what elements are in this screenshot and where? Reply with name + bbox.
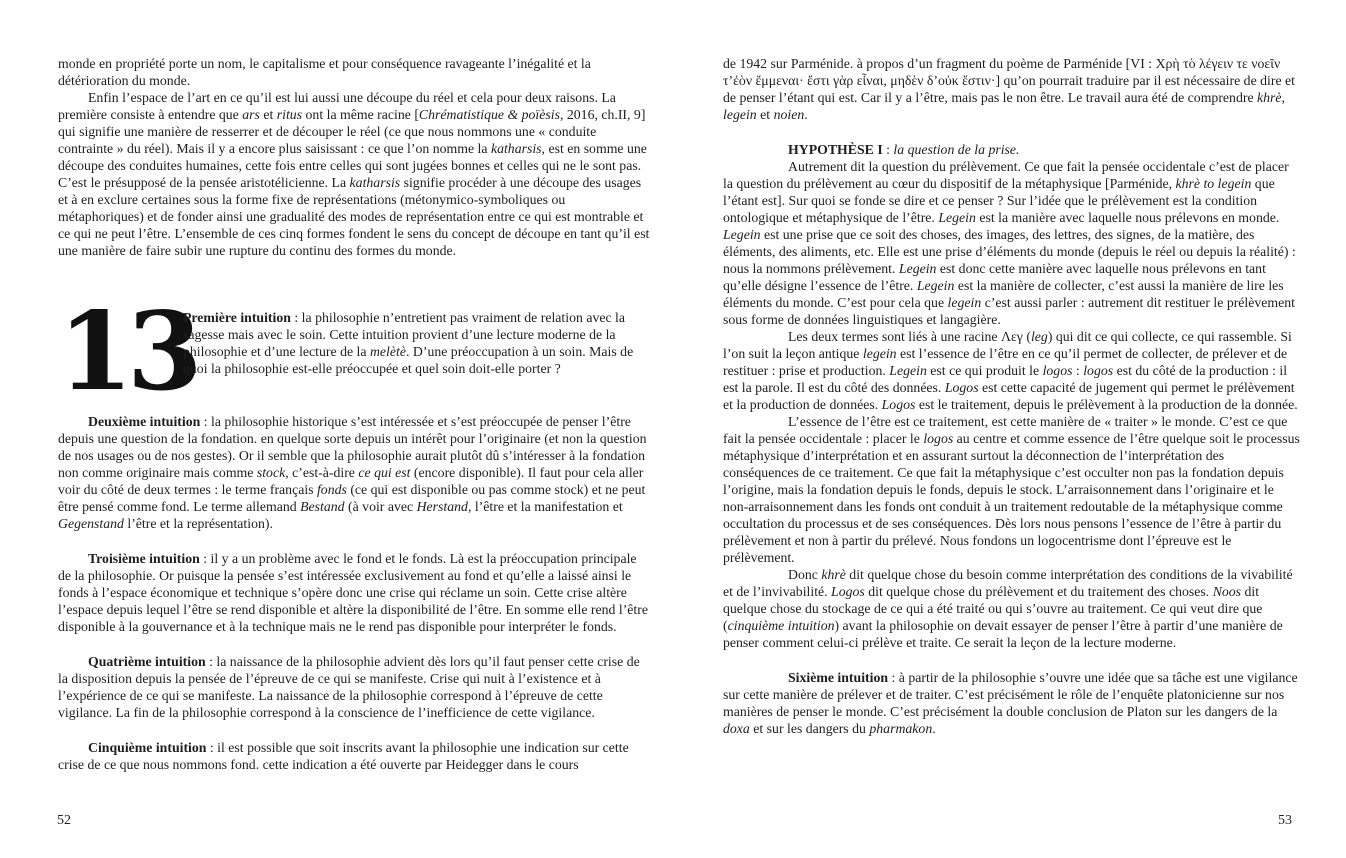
paragraph-sixieme-intuition: Sixième intuition : à partir de la philosophie s’ouvre une idée que sa tâche est une vigilance sur cette manière de prélever et de traiter. C’est précisément le rôle de l’enquête platonicienne sur nos manières de penser le monde. C’est précisément la double conclusion de Platon sur les dangers de la doxa et sur les dangers du pharmakon. bbox=[723, 670, 1298, 736]
paragraph-quatrieme-intuition: Quatrième intuition : la naissance de la philosophie advient dès lors qu’il faut penser cette crise de la disposition depuis la pensée de l’épreuve de ce qui se manifeste. Crise qui nuit à l’existence et à l’expérience de ce qui se manifeste. La naissance de la philosophie correspond à l’épreuve de cette vigilance. La fin de la philosophie correspond à la conscience de l’inefficience de cette vigilance. bbox=[58, 654, 640, 720]
paragraph-parmenide-fragment: de 1942 sur Parménide. à propos d’un fragment du poème de Parménide [VI : Χρὴ τὸ λέγειν τε νοεῖν τ’ἐὸν ἔμμεναι· ἔστι γὰρ εἶναι, μηδὲν δ’οὐκ ἔστιν·] qu’on pourrait traduire par il est nécessaire de dire et de penser l’étant qui est. Car il y a l’être, mais pas le non être. Le travail aura été de comprendre khrè, legein et noien. bbox=[723, 56, 1296, 122]
paragraph-espace-de-l-art: Enfin l’espace de l’art en ce qu’il est lui aussi une découpe du réel et cela pour deux raisons. La première consiste à entendre que ars et ritus ont la même racine [Chrématistique & poïèsis, 2016, ch.II, 9] qui signifie une manière de resserrer et de découper le réel (ce que nous nommons une « conduite contrainte » du réel). Mais il y a encore plus saisissant : ce que l’on nomme la katharsis, est en somme une découpe des conduites humaines, cette fois entre celles qui sont jugées bonnes et celles qui ne le sont pas. C’est le présupposé de la pensée aristotélicienne. La katharsis signifie procéder à une découpe des usages et à en exclure certaines sous la forme fixe de représentations (métonymico-symboliques ou métaphoriques) et de fonder ainsi une gradualité des modes de représentation entre ce qui est montrable et ce qui ne peut l’être. L’ensemble de ces cinq formes fondent le sens du concept de découpe en tant qu’il est une manière de faire subir une rupture du continu des formes du monde. bbox=[58, 90, 650, 258]
right-page bbox=[723, 55, 1301, 737]
right-page-paragraphs bbox=[723, 55, 1301, 737]
left-page-paragraphs bbox=[58, 413, 650, 773]
paragraph-premiere-intuition: Première intuition : la philosophie n’entretient pas vraiment de relation avec la sagesse mais avec le soin. Cette intuition provient d’une lecture moderne de la philosophie et d’une lecture de la melètè. D’une préoccupation à un soin. Mais de quoi la philosophie est-elle préoccupée et quel soin doit-elle porter ? bbox=[183, 310, 634, 376]
left-page bbox=[58, 55, 650, 773]
paragraph-essence-traitement: L’essence de l’être est ce traitement, est cette manière de « traiter » le monde. C’est ce que fait la pensée occidentale : placer le logos au centre et comme essence de l’être quelque soit le processus métaphysique d’interprétation et en assurant surtout la déconnection de l’interprétation des conséquences de ce traitement. Ce que fait la métaphysique c’est occulter non pas la fondation depuis l’origine, mais la fondation depuis le fonds, depuis le stock. L’arraisonnement dans l’originaire et le non-arraisonnement dans les fonds ont conduit à un traitement redoutable de la métaphysique comme occultation du processus et de ses conséquences. Dès lors nous pensons l’essence de l’être à partir du prélèvement et non à partir du prélevé. Nous fondons un logocentrisme dont l’épreuve est le prélèvement. bbox=[723, 414, 1300, 565]
chapter-section bbox=[58, 289, 650, 415]
chapter-number: 13 bbox=[58, 289, 197, 415]
paragraph-khre-logos-noos: Donc khrè dit quelque chose du besoin comme interprétation des conditions de la vivabilité et de l’invivabilité. Logos dit quelque chose du prélèvement et du traitement des choses. Noos dit quelque chose du stockage de ce qui a été traité ou qui s’ouvre au traitement. Ce qui veut dire que (cinquième intuition) avant la philosophie on devait essayer de penser l’être à partir d’une manière de penser comment celui-ci prélève et traite. Ce serait la leçon de la lecture moderne. bbox=[723, 567, 1293, 650]
left-page-top-paragraphs bbox=[58, 55, 650, 259]
paragraph-capitalisme: monde en propriété porte un nom, le capitalisme et pour conséquence ravageante l’inégalité et la détérioration du monde. bbox=[58, 56, 591, 88]
paragraph-troisieme-intuition: Troisième intuition : il y a un problème avec le fond et le fonds. Là est la préoccupation principale de la philosophie. Or puisque la pensée s’est intéressée exclusivement au fond et qu’elle a laissé ainsi le fonds à l’espace économique et technique s’opère donc une crise qui réclame un soin. Cette crise altère l’espace depuis lequel l’être se rend disponible et altère la disponibilité de l’être. En somme elle rend l’être disponible à la gouvernance et à la technique mais ne le rend pas disponible pour interpréter le fonds. bbox=[58, 551, 648, 634]
page-number-left: 52 bbox=[57, 813, 71, 828]
paragraph-cinquieme-intuition: Cinquième intuition : il est possible que soit inscrits avant la philosophie une indication sur cette crise de ce que nous nommons fond. cette indication a été ouverte par Heidegger dans le cours bbox=[58, 740, 629, 772]
page-number-right: 53 bbox=[1278, 813, 1292, 828]
paragraph-deuxieme-intuition: Deuxième intuition : la philosophie historique s’est intéressée et s’est préoccupée de penser l’être depuis une question de la fondation. en quelque sorte depuis un intérêt pour l’originaire (et non la question de nos usages ou de nos gestes). Or il semble que la philosophie aurait plutôt dû s’intéresser à la fondation non comme originaire mais comme stock, c’est-à-dire ce qui est (encore disponible). Il faut pour cela aller voir du côté de deux termes : le terme français fonds (ce qui est disponible ou pas comme stock) et ne peut être pensé comme fond. Le terme allemand Bestand (à voir avec Herstand, l’être et la manifestation et Gegenstand l’être et la représentation). bbox=[58, 414, 647, 531]
paragraph-racine-leg: Les deux termes sont liés à une racine Λεγ (leg) qui dit ce qui collecte, ce qui rassemble. Si l’on suit la leçon antique legein est l’essence de l’être en ce qu’il permet de collecter, de prélever et de restituer : prise et production. Legein est ce qui produit le logos : logos est du côté de la production : il est la parole. Il est du côté des données. Logos est cette capacité de jugement qui permet le prélèvement et la production de données. Logos est le traitement, depuis le prélèvement à la production de la donnée. bbox=[723, 329, 1298, 412]
paragraph-hypothese-1-titre: HYPOTHÈSE I : la question de la prise. bbox=[788, 142, 1020, 157]
paragraph-question-du-prelevement: Autrement dit la question du prélèvement. Ce que fait la pensée occidentale c’est de placer la question du prélèvement au cœur du dispositif de la métaphysique [Parménide, khrè to legein que l’étant est]. Sur quoi se fonde se dire et ce penser ? Sur l’idée que le prélèvement est la condition ontologique et métaphysique de l’être. Legein est la manière avec laquelle nous prélevons en monde. Legein est une prise que ce soit des choses, des images, des lettres, des signes, de la matière, des éléments, des aliments, etc. Elle est une prise d’éléments du monde (depuis le réel ou depuis la réalité) : nous la nommons prélèvement. Legein est donc cette manière avec laquelle nous prélevons en tant qu’elle désigne l’essence de l’être. Legein est la manière de collecter, c’est aussi la manière de lire les éléments du monde. C’est pour cela que legein c’est aussi parler : autrement dit restituer le prélèvement sous forme de données linguistiques et langagière. bbox=[723, 159, 1296, 327]
